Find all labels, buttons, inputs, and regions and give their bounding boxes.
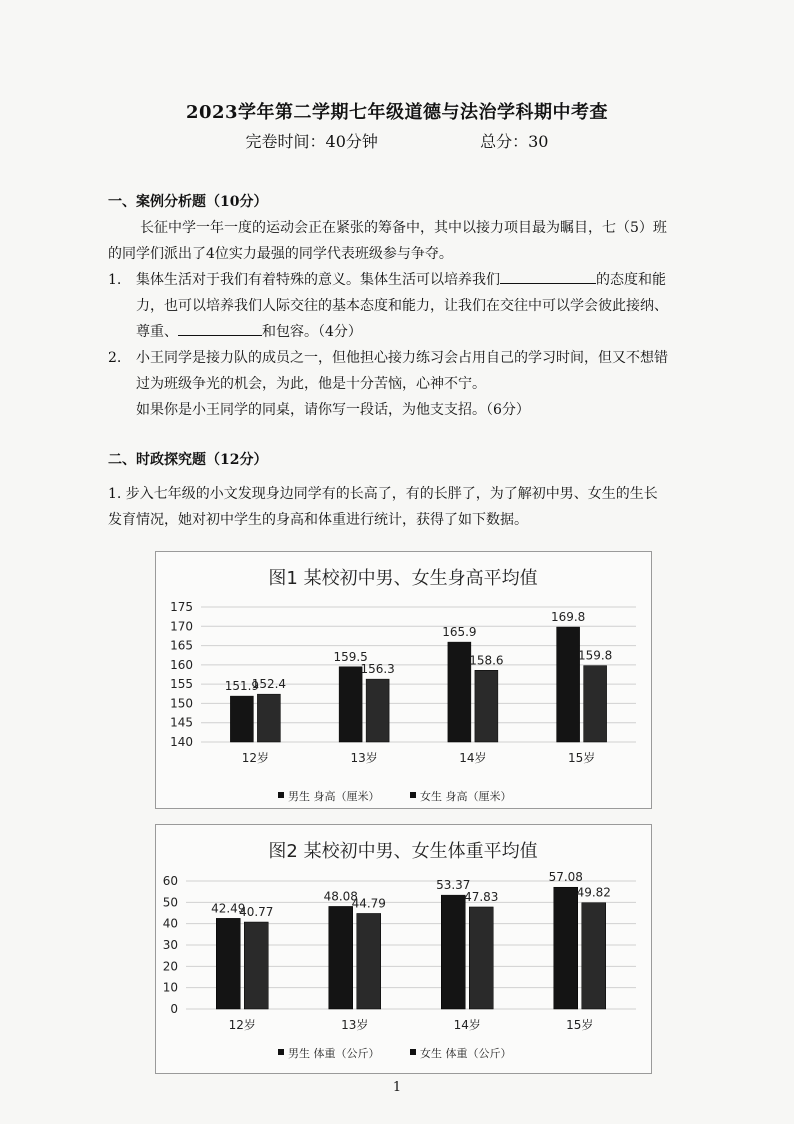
y-tick-label: 20 xyxy=(162,959,178,974)
bar-data-label: 48.08 xyxy=(323,889,358,904)
y-tick-label: 150 xyxy=(170,696,193,711)
y-tick-label: 155 xyxy=(170,677,193,692)
bar-data-label: 158.6 xyxy=(469,653,504,668)
male-bar xyxy=(557,627,580,742)
legend-swatch xyxy=(410,1049,416,1055)
y-tick-label: 145 xyxy=(170,715,193,730)
y-tick-label: 175 xyxy=(170,600,193,614)
male-bar xyxy=(216,918,240,1009)
section1-intro-line1: 长征中学一年一度的运动会正在紧张的筹备中，其中以接力项目最为瞩目，七（5）班 xyxy=(140,220,667,236)
x-tick-label: 12岁 xyxy=(228,1018,256,1032)
bar-data-label: 152.4 xyxy=(251,677,287,692)
chart2-title: 图2 某校初中男、女生体重平均值 xyxy=(268,841,538,862)
male-bar xyxy=(554,887,578,1009)
q1-line3 xyxy=(136,319,362,345)
male-bar xyxy=(441,895,465,1009)
chart1-title: 图1 某校初中男、女生身高平均值 xyxy=(268,568,538,589)
bar-data-label: 169.8 xyxy=(550,610,586,625)
bar-data-label: 159.5 xyxy=(333,649,368,664)
y-tick-label: 40 xyxy=(162,916,178,931)
female-bar xyxy=(584,666,607,742)
x-tick-label: 14岁 xyxy=(459,751,487,765)
y-tick-label: 165 xyxy=(170,638,193,653)
height-chart xyxy=(155,551,652,809)
q1-line1 xyxy=(136,267,666,293)
exam-time: 完卷时间：40分钟 xyxy=(245,132,378,151)
female-bar xyxy=(244,922,268,1009)
legend-label: 女生 身高（厘米） xyxy=(420,790,512,803)
male-bar xyxy=(230,696,253,742)
x-tick-label: 15岁 xyxy=(567,751,596,765)
page-number: 1 xyxy=(392,1080,402,1095)
q2-line3: 如果你是小王同学的同桌，请你写一段话，为他支支招。（6分） xyxy=(136,402,530,418)
x-tick-label: 13岁 xyxy=(350,751,378,765)
y-tick-label: 60 xyxy=(162,874,178,888)
male-bar xyxy=(329,906,353,1009)
y-tick-label: 170 xyxy=(170,619,193,634)
legend-label: 女生 体重（公斤） xyxy=(420,1047,512,1060)
section2-heading: 二、时政探究题（12分） xyxy=(108,452,268,468)
female-bar xyxy=(469,907,493,1009)
bar-data-label: 165.9 xyxy=(442,625,477,640)
x-tick-label: 12岁 xyxy=(241,751,270,765)
male-bar xyxy=(448,642,471,742)
female-bar xyxy=(582,903,606,1009)
female-bar xyxy=(257,694,280,742)
height-chart-svg xyxy=(156,552,651,808)
q2-line1: 小王同学是接力队的成员之一，但他担心接力练习会占用自己的学习时间，但又不想错 xyxy=(136,350,668,366)
section1-heading: 一、案例分析题（10分） xyxy=(108,194,268,210)
q1-blank-2[interactable] xyxy=(178,321,262,336)
section2-q1-line1: 1. 步入七年级的小文发现身边同学有的长高了，有的长胖了，为了解初中男、女生的生长 xyxy=(108,486,658,502)
y-tick-label: 50 xyxy=(162,895,178,910)
q1-line3-a: 尊重、 xyxy=(136,324,178,340)
y-tick-label: 10 xyxy=(162,980,178,995)
q2-number: 2. xyxy=(108,350,122,366)
y-tick-label: 160 xyxy=(170,657,193,672)
section2-q1-line2: 发育情况，她对初中学生的身高和体重进行统计，获得了如下数据。 xyxy=(108,512,528,528)
bar-data-label: 47.83 xyxy=(464,889,499,904)
q1-line1-b: 的态度和能 xyxy=(596,272,666,288)
bar-data-label: 49.82 xyxy=(576,885,611,900)
y-tick-label: 30 xyxy=(162,938,178,952)
bar-data-label: 156.3 xyxy=(360,662,395,677)
bar-data-label: 151.9 xyxy=(224,679,260,694)
x-tick-label: 14岁 xyxy=(453,1018,481,1032)
y-tick-label: 140 xyxy=(170,735,193,749)
female-bar xyxy=(366,679,389,742)
x-tick-label: 13岁 xyxy=(341,1018,369,1032)
q1-line2: 力，也可以培养我们人际交往的基本态度和能力，让我们在交往中可以学会彼此接纳、 xyxy=(136,298,668,314)
x-tick-label: 15岁 xyxy=(566,1018,594,1032)
weight-chart xyxy=(155,824,652,1074)
exam-score: 总分：30 xyxy=(480,132,549,151)
y-tick-label: 0 xyxy=(170,1002,178,1016)
q2-line2: 过为班级争光的机会，为此，他是十分苦恼，心神不宁。 xyxy=(136,376,486,392)
weight-chart-svg xyxy=(156,825,651,1073)
q1-number: 1. xyxy=(108,272,122,288)
q1-blank-1[interactable] xyxy=(500,269,596,284)
q1-line1-a: 集体生活对于我们有着特殊的意义。集体生活可以培养我们 xyxy=(136,272,500,288)
legend-label: 男生 体重（公斤） xyxy=(288,1047,380,1060)
female-bar xyxy=(475,670,498,742)
bar-data-label: 42.49 xyxy=(211,901,246,916)
bar-data-label: 40.77 xyxy=(239,905,274,920)
q1-line3-b: 和包容。（4分） xyxy=(262,324,362,340)
legend-swatch xyxy=(278,1049,284,1055)
bar-data-label: 44.79 xyxy=(351,896,386,911)
section1-intro-line2: 的同学们派出了4位实力最强的同学代表班级参与争夺。 xyxy=(108,246,453,262)
bar-data-label: 53.37 xyxy=(436,878,471,893)
male-bar xyxy=(339,667,362,742)
legend-label: 男生 身高（厘米） xyxy=(288,790,380,803)
page-title: 2023学年第二学期七年级道德与法治学科期中考查 xyxy=(185,102,609,123)
legend-swatch xyxy=(410,792,416,798)
female-bar xyxy=(357,913,381,1009)
legend-swatch xyxy=(278,792,284,798)
exam-info xyxy=(0,129,794,152)
bar-data-label: 159.8 xyxy=(577,648,613,663)
bar-data-label: 57.08 xyxy=(548,870,583,885)
